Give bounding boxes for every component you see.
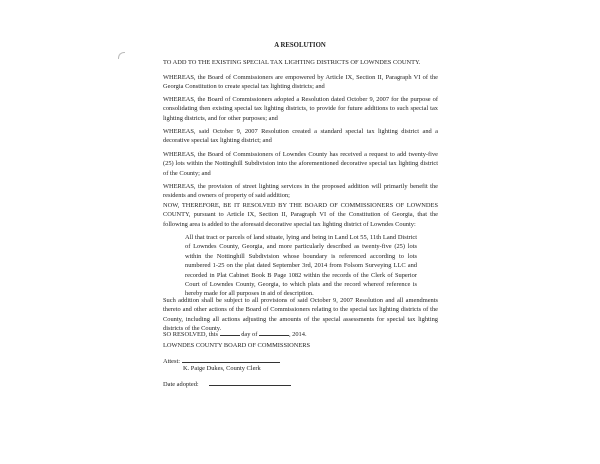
whereas-5: WHEREAS, the provision of street lighting services in the proposed addition will primarily benefit the residents and owners of property of said addition; bbox=[163, 183, 438, 200]
land-description: All that tract or parcels of land situate, lying and being in Land Lot 55, 11th Land District of Lowndes County, Georgia, and more particularly described as twenty-five (25) lots within the Nottinghill Subdivision whose boundary is referenced according to lots numbered 1-25 on the plat dated September 3rd, 2014 from Folsom Surveying LLC and recorded in Plat Cabinet Book B Page 1082 within the records of the Clerk of Superior Court of Lowndes County, Georgia, to which plats and the record whereof reference is hereby made for all purposes in aid of description. bbox=[185, 234, 417, 298]
attest-signature-blank bbox=[182, 356, 280, 363]
resolved-clause: NOW, THEREFORE, BE IT RESOLVED BY THE BOARD OF COMMISSIONERS OF LOWNDES COUNTY, pursuant to Article IX, Section II, Paragraph VI of the Constitution of Georgia, that the following area is added to the aforesaid decorative special tax lighting district of Lowndes County: bbox=[163, 202, 438, 228]
date-adopted-line: Date adopted: bbox=[163, 379, 438, 389]
document-title: A RESOLUTION bbox=[274, 42, 326, 49]
board-name: LOWNDES COUNTY BOARD OF COMMISSIONERS bbox=[163, 342, 311, 349]
whereas-3: WHEREAS, said October 9, 2007 Resolution created a standard special tax lighting district and a decorative special tax lighting district; and bbox=[163, 128, 438, 145]
whereas-2: WHEREAS, the Board of Commissioners adopted a Resolution dated October 9, 2007 for the purpose of consolidating then existing special tax lighting districts, to provide for future additions to such special tax lighting districts, and for other purposes; and bbox=[163, 96, 438, 122]
addition-paragraph: Such addition shall be subject to all provisions of said October 9, 2007 Resolution and all amendments thereto and other actions of the Board of Commissioners relating to the special tax lighting districts of the County, including all actions adjusting the amounts of the special assessments for special tax lighting districts of the County. bbox=[163, 297, 438, 333]
date-blank bbox=[209, 379, 291, 386]
whereas-4: WHEREAS, the Board of Commissioners of Lowndes County has received a request to add twenty-five (25) lots within the Nottinghill Subdivision into the aforementioned decorative special tax lighting district of the County; and bbox=[163, 151, 438, 177]
month-blank bbox=[259, 329, 289, 336]
so-resolved-line: SO RESOLVED, this day of , 2014. bbox=[163, 331, 307, 338]
attest-line: Attest: bbox=[163, 356, 438, 366]
whereas-1: WHEREAS, the Board of Commissioners are empowered by Article IX, Section II, Paragraph VI of the Georgia Constitution to create special tax lighting districts; and bbox=[163, 74, 438, 91]
day-blank bbox=[220, 329, 240, 336]
document-subtitle: TO ADD TO THE EXISTING SPECIAL TAX LIGHTING DISTRICTS OF LOWNDES COUNTY. bbox=[163, 59, 421, 66]
clerk-name: K. Paige Dukes, County Clerk bbox=[183, 365, 261, 372]
scan-mark bbox=[118, 52, 125, 59]
